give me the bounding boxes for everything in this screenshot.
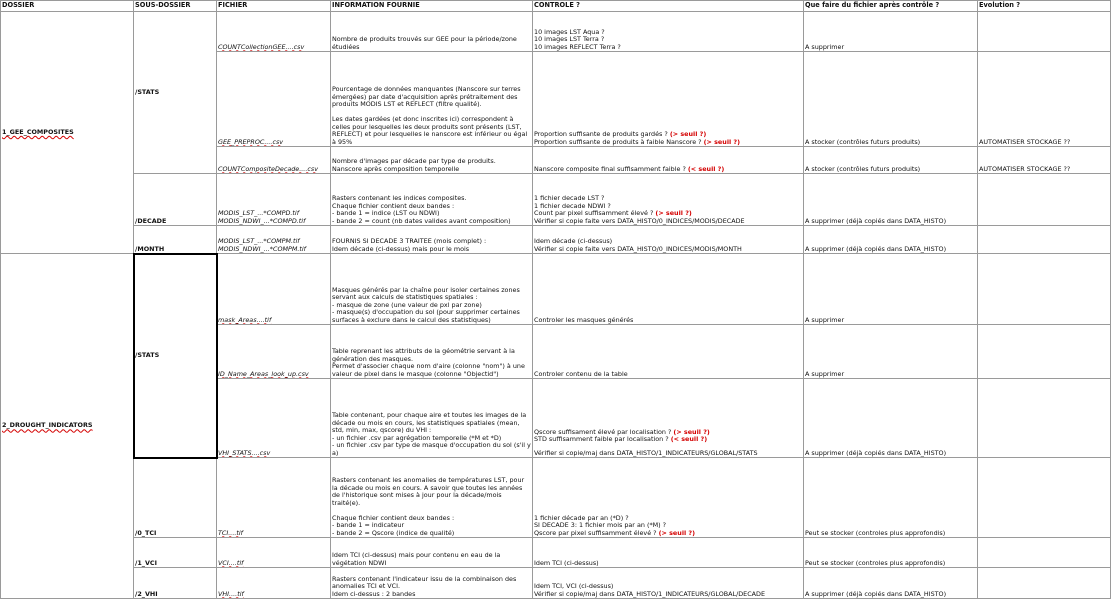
table-row — [1, 568, 1111, 599]
evolution-cell[interactable]: AUTOMATISER STOCKAGE ?? — [978, 52, 1111, 147]
fichier-cell[interactable]: COUNTCollectionGEE....csv — [217, 12, 331, 52]
header-controle[interactable]: CONTROLE ? — [533, 1, 804, 12]
dossier-cell[interactable] — [1, 12, 134, 254]
info-cell[interactable]: Table contenant, pour chaque aire et toutes les images de la décade ou mois en cours, les statistiques spatiales (mean, std, min, max, qscore) du VHI : - un fichier .csv par agrégation temporelle (*M et *D) - un fichier .csv par type de masque d'occupation du sol (s'il y a) — [331, 379, 533, 458]
dossier-label: 1_GEE_COMPOSITES — [2, 127, 74, 136]
evolution-cell[interactable] — [978, 12, 1111, 52]
action-cell[interactable]: A supprimer — [804, 12, 978, 52]
controle-cell[interactable]: Proportion suffisante de produits gardés ? (> seuil ?) Proportion suffisante de produits à faible Nanscore ? (> seuil ?) — [533, 52, 804, 147]
sous-dossier-label: /STATS — [135, 87, 160, 96]
controle-cell[interactable]: 10 images LST Aqua ? 10 images LST Terra ? 10 images REFLECT Terra ? — [533, 12, 804, 52]
fichier-cell[interactable]: VCI....tif — [217, 538, 331, 568]
controle-cell[interactable]: 1 fichier décade par an (*D) ? SI DECADE 3: 1 fichier mois par an (*M) ? Qscore par pixel suffisamment élevé ? (> seuil ?) — [533, 458, 804, 538]
controle-cell[interactable]: Idem TCI (ci-dessus) — [533, 538, 804, 568]
action-cell[interactable]: Peut se stocker (controles plus approfondis) — [804, 538, 978, 568]
action-cell[interactable]: A supprimer — [804, 325, 978, 379]
evolution-cell[interactable] — [978, 568, 1111, 599]
dossier-cell[interactable] — [1, 254, 134, 599]
header-fichier[interactable]: FICHIER — [217, 1, 331, 12]
info-cell[interactable]: Table reprenant les attributs de la géométrie servant à la génération des masques. Permet d'associer chaque nom d'aire (colonne "nom") à une valeur de pixel dans le masque (colonne "Objectid") — [331, 325, 533, 379]
header-row — [1, 1, 1111, 12]
table-row — [1, 254, 1111, 325]
header-action[interactable]: Que faire du fichier après contrôle ? — [804, 1, 978, 12]
action-cell[interactable]: A supprimer (déjà copiés dans DATA_HISTO) — [804, 568, 978, 599]
action-cell[interactable]: A supprimer — [804, 254, 978, 325]
action-cell[interactable]: A supprimer (déjà copiés dans DATA_HISTO) — [804, 174, 978, 226]
evolution-cell[interactable] — [978, 254, 1111, 325]
sous-dossier-cell[interactable] — [134, 12, 217, 174]
info-cell[interactable]: Idem TCI (ci-dessus) mais pour contenu en eau de la végétation NDWI — [331, 538, 533, 568]
info-cell[interactable]: FOURNIS SI DECADE 3 TRAITEE (mois complet) : Idem décade (ci-dessus) mais pour le mois — [331, 226, 533, 254]
action-cell[interactable]: A supprimer (déjà copiés dans DATA_HISTO) — [804, 379, 978, 458]
evolution-cell[interactable] — [978, 174, 1111, 226]
table-row — [1, 458, 1111, 538]
header-sous-dossier[interactable]: SOUS-DOSSIER — [134, 1, 217, 12]
controle-cell[interactable]: Qscore suffisament élevé par localisation ? (> seuil ?) STD suffisamment faible par localisation ? (< seuil ?) Vérifier si copie/maj dans DATA_HISTO/1_INDICATEURS/GLOBAL/STATS — [533, 379, 804, 458]
evolution-cell[interactable] — [978, 226, 1111, 254]
info-cell[interactable]: Pourcentage de données manquantes (Nanscore sur terres émergées) par date d'acquisition après prétraitement des produits MODIS LST et REFLECT (filtre qualité). Les dates gardées (et donc inscrites ici) correspondent à celles pour lesquelles les deux produits sont présents (LST, REFLECT) et pour lesquelles le nanscore est inférieur ou égal à 95% — [331, 52, 533, 147]
evolution-cell[interactable] — [978, 538, 1111, 568]
evolution-cell[interactable]: AUTOMATISER STOCKAGE ?? — [978, 147, 1111, 174]
controle-cell[interactable]: Controler contenu de la table — [533, 325, 804, 379]
dossier-label: 2_DROUGHT_INDICATORS — [2, 421, 93, 430]
action-cell[interactable]: A supprimer (déjà copiés dans DATA_HISTO) — [804, 226, 978, 254]
fichier-cell[interactable]: COUNTCompositeDecade....csv — [217, 147, 331, 174]
evolution-cell[interactable] — [978, 458, 1111, 538]
info-cell[interactable]: Nombre de produits trouvés sur GEE pour la période/zone étudiées — [331, 12, 533, 52]
fichier-cell[interactable]: TCI....tif — [217, 458, 331, 538]
table-row — [1, 12, 1111, 52]
controle-cell[interactable]: Idem TCI, VCI (ci-dessus) Vérifier si copie/maj dans DATA_HISTO/1_INDICATEURS/GLOBAL/DECADE — [533, 568, 804, 599]
header-information[interactable]: INFORMATION FOURNIE — [331, 1, 533, 12]
action-cell[interactable]: A stocker (contrôles futurs produits) — [804, 147, 978, 174]
fichier-cell[interactable]: VHI....tif — [217, 568, 331, 599]
fichier-cell[interactable]: MODIS_LST_...*COMPM.tif MODIS_NDWI_...*COMPM.tif — [217, 226, 331, 254]
controle-cell[interactable]: 1 fichier decade LST ? 1 fichier decade NDWI ? Count par pixel suffisamment élevé ? (> seuil ?) Vérifier si copie faite vers DATA_HISTO/0_INDICES/MODIS/DECADE — [533, 174, 804, 226]
sous-dossier-cell[interactable]: /DECADE — [134, 174, 217, 226]
table-row — [1, 226, 1111, 254]
sous-dossier-cell[interactable]: /1_VCI — [134, 538, 217, 568]
sous-dossier-cell[interactable]: /0_TCI — [134, 458, 217, 538]
info-cell[interactable]: Nombre d'images par décade par type de produits. Nanscore après composition temporelle — [331, 147, 533, 174]
sous-dossier-cell-selected[interactable]: /STATS — [134, 254, 217, 458]
fichier-cell[interactable]: ID_Name_Areas_look_up.csv — [217, 325, 331, 379]
table-row — [1, 174, 1111, 226]
evolution-cell[interactable] — [978, 379, 1111, 458]
fichier-cell[interactable]: GEE_PREPROC....csv — [217, 52, 331, 147]
table-row — [1, 538, 1111, 568]
fichier-cell[interactable]: MODIS_LST_...*COMPD.tif MODIS_NDWI_...*COMPD.tif — [217, 174, 331, 226]
info-cell[interactable]: Rasters contenant l'indicateur issu de la combinaison des anomalies TCI et VCI. Idem ci-dessus : 2 bandes — [331, 568, 533, 599]
controle-cell[interactable]: Controler les masques générés — [533, 254, 804, 325]
action-cell[interactable]: Peut se stocker (controles plus approfondis) — [804, 458, 978, 538]
evolution-cell[interactable] — [978, 325, 1111, 379]
info-cell[interactable]: Masques générés par la chaîne pour isoler certaines zones servant aux calculs de statistiques spatiales : - masque de zone (une valeur de pxl par zone) - masque(s) d'occupation du sol (pour supprimer certaines surfaces à exclure dans le calcul des statistiques) — [331, 254, 533, 325]
action-cell[interactable]: A stocker (contrôles futurs produits) — [804, 52, 978, 147]
info-cell[interactable]: Rasters contenant les anomalies de températures LST, pour la décade ou mois en cours. A savoir que toutes les années de l'historique sont mises à jour pour la décade/mois traité(e). Chaque fichier contient deux bandes : - bande 1 = indicateur - bande 2 = Qscore (indice de qualité) — [331, 458, 533, 538]
info-cell[interactable]: Rasters contenant les indices composites. Chaque fichier contient deux bandes : - bande 1 = indice (LST ou NDWI) - bande 2 = count (nb dates valides avant composition) — [331, 174, 533, 226]
controle-cell[interactable]: Nanscore composite final suffisamment faible ? (< seuil ?) — [533, 147, 804, 174]
fichier-cell[interactable]: VHI_STATS....csv — [217, 379, 331, 458]
header-dossier[interactable]: DOSSIER — [1, 1, 134, 12]
sous-dossier-cell[interactable]: /2_VHI — [134, 568, 217, 599]
controle-cell[interactable]: Idem décade (ci-dessus) Vérifier si copie faite vers DATA_HISTO/0_INDICES/MODIS/MONTH — [533, 226, 804, 254]
sous-dossier-cell[interactable]: /MONTH — [134, 226, 217, 254]
header-evolution[interactable]: Evolution ? — [978, 1, 1111, 12]
fichier-cell[interactable]: mask_Areas....tif — [217, 254, 331, 325]
